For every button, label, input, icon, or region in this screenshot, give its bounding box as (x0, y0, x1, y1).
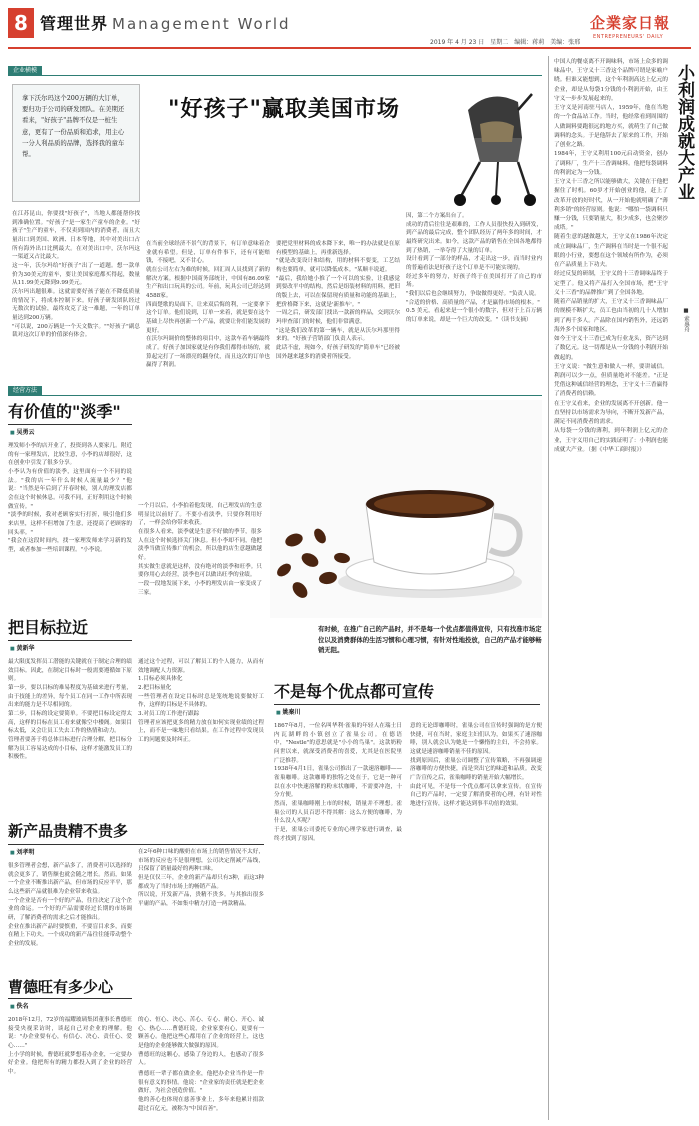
right-column-headline: 小利润成就大产业 (674, 64, 694, 200)
section-title: 管理世界 (40, 14, 109, 33)
article-byline: ■ 黄新华 (10, 644, 34, 654)
article-byline: ■ 姚秦川 (276, 708, 300, 718)
article-title: 曹德旺有多少心 (8, 978, 114, 996)
article-body-continued-2: 曹德旺一辈子都在做企业，他把办企业当作是一件很有意义的事情。他说："企业家的责任就是把企业做好，为社会创造价值。" 他的善心也体现在慈善事业上，多年来他累计捐款超过百亿元，被称为"中国首善"。 (138, 1071, 264, 1112)
dateline: 2019 年 4 月 23 日 星期二 编辑：蒋莉 美编：张邢 (430, 39, 581, 46)
article-body: 理发师小李的店开业了，投资到各人要家几。附近的有一家理发店，比较生意，小李的店却很好，这在创业中引发了很多分享。 小李认为有价值的淡季，这里面有一个不同的说法。"我的店一年什么时候人流量最少？"他说："当然是年后到了开春时候，别人的理发店都会在这个时候休息。可我不同，正好利用这个时候做宣传。" "淡季的时候，我对老顾客实行打折，吸引他们多来店里，这样不但增加了生意，还提高了老顾客的回头率。" "我会在这段时间内，找一家理发师来学习新的发型，或者参加一些培训课程。"小李说。 (8, 443, 132, 553)
right-column-byline: ■ 索惠舟 (683, 308, 689, 333)
story-column-1: 在江苏昆山，你要找"好孩子"，当地人都能帮你找到准确位置。"好孩子"是一家生产童车的企业。"好孩子"生产的童车，不仅卖到国内的消费者，而且大量出口到美国、欧洲、日本等地，其中对美出口占所有海外出口比例最大。在对美出口中，沃尔玛这一渠道又占比最大。 这一年，沃尔玛给"好孩子"出了一道题。想一款单价为30美元的童车，要让美国家庭都买得起，数量从11.99美元降到9.99美元。 沃尔玛出题很难。这就需要好孩子能在不降低质量的情况下，将成本控制下来。好孩子研发团队经过无数次的试验，最终攻克了这一难题，一年的订单量达到200万辆。 "可以说，200万辆是一个天文数字。""好孩子"副总裁对这次订单的价值深有体会。 (12, 211, 140, 339)
article-title: 有价值的"淡季" (8, 402, 121, 421)
story-column-3: 要把党里材料的成本降下来，唯一的办法就是在原有模型的基础上，再重新选择。 "就是改变设计和结构，用的材料不要变，工艺结构也要简单，就可以降低成本。"某顺丰说道。 "最后，我给她小推了一个可以的实验，让我感觉到要改平中的结构，然后是组装材料的用料，把旧的版上去，可以在保留现有质量和功能的基础上，把价格降下来，这就是'新推车'。" 一周之后，研发部门找出一款新的样品，交到沃尔玛审查部门的时候，他们非常满意。 "这是我们改革的第一辆车，就是从沃尔玛那里得来的。"好孩子营销部门负责人表示。 此话不虚，现如今，好孩子研发的"简单车"已经被国外越来越多的消费者所接受。 (276, 241, 400, 360)
lead-summary: 拿下沃尔玛这个200万辆的大订单，要归功于公司的研发团队。在美期还看来，"好孩子"品牌不仅是一桩生意，更有了一份品质和追求，用主心一分人利品质的品牌，选择我的童车帮。 (22, 94, 125, 159)
section-tag-tips: 经营方法 (8, 386, 42, 396)
section-title-en: Management World (112, 15, 291, 33)
article-rule (8, 844, 264, 845)
lead-summary-box (12, 84, 140, 202)
right-column-body: 中国人的餐桌离不开调味料，市场上众多的调味品中，王守义十三香这个品牌可谓是家喻户晓。但谁又能想到，这个年利润高达上亿元的企业，却是从每袋1分钱的小利润开始，由王守义一步步发展起来的。 王守义是河南驻马店人，1959年，他在当地的一个食品站工作。当时，他经常看到周围的人做调料要跑很远的地方买，就萌生了自己做调料的念头。于是他辞去了原来的工作，开始了创业之路。 1984年，王守义利用100元启动资金，创办了调料厂，生产十三香调味料。他把每袋调料的利润定为一分钱。 王守义十三香之所以能够做大，关键在于他把握住了时机。60岁才开始创业的他，赶上了改革开放的好时代，从一开始他就明确了"薄利多销"的经营原则。他说："哪怕一袋调料只赚一分钱，只要销量大，积少成多，也会聚沙成塔。" 随着生意的越做越大，王守义在1986年决定成立调味品厂，生产调料在当时是一个很不起眼的小行业，要想在这个领域有所作为，必须在产品质量上下功夫。 经过反复的研制，王守义的十三香调味品终于定型了。他又将产品打入全国市场，把"王守义十三香"的品牌推广到了全国各地。 随着产品销量的扩大，王守义十三香调味品厂的规模不断扩大，员工也由当初的几十人增加到了两千多人。产品除在国内销售外，还远销海外多个国家和地区。 如今王守义十三香已成为行业龙头，资产达到了数亿元。这一切都是从一分钱的小利润开始做起的。 王守义说："做生意和做人一样，要讲诚信。利润可以少一点，但质量绝对不能差。"正是凭借这种诚信经营的理念，王守义十三香赢得了消费者的信赖。 在王守义看来，企业的发展离不开创新。他一直坚持以市场需求为导向，不断开发新产品，满足不同消费者的需求。 从每袋一分钱的薄利，到年利润上亿元的企业，王守义用自己的实践证明了：小利润也能成就大产业。（据《中华工商时报》） (554, 59, 668, 453)
article-byline: ■ 佚名 (10, 1002, 28, 1012)
photo-caption: 有时候，在推广自己的产品时，并不是每一个优点都值得宣传，只有找准市场定位以及消费群体的生活习惯和心理习惯，有针对性地投放，自己的产品才能够畅销无阻。 (318, 625, 542, 655)
article-body: 1867年8月，一位名叫华利·雀巢的年轻人在瑞士日内瓦湖畔的小镇创立了雀巢公司。在德语中，"Nestle"的意思就是"小小的鸟巢"。这款奶粉问世以来，就深受消费者的喜爱，尤其是在医院里广泛推荐。 1938年4月1日，雀巢公司推出了一款速溶咖啡——雀巢咖啡。这款咖啡的独特之处在于，它是一种可以在水中快速溶解的粉末状咖啡，不需要冲泡，十分方便。 然而，雀巢咖啡刚上市的时候，销量并不理想。雀巢公司的人员百思不得其解：这么方便的咖啡，为什么没人买呢？ 于是，雀巢公司委托专业的心理学家进行调查，最终才找到了原因。 (274, 723, 402, 842)
section-tag-rule-tips (8, 395, 542, 396)
article-title: 不是每个优点都可宣传 (274, 682, 435, 701)
article-body-continued: 意的无论即咖啡时，雀巢公司在宣传时强调的是方便快捷，可在当时，家庭主妇们认为，如果买了速溶咖啡，别人就会认为她是一个懒惰的主妇，不会持家。这就是速溶咖啡销量不佳的原因。 找到原因后，雀巢公司调整了宣传策略，不再强调速溶咖啡的方便快捷，而是突出它的味道和品质。改变广告宣传之后，雀巢咖啡的销量开始大幅增长。 由此可见，不是每一个优点都可以拿来宣传。在宣传自己的产品时，一定要了解消费者的心理，有针对性地进行宣传，这样才能达到事半功倍的效果。 (410, 723, 542, 807)
page-number: 8 (8, 8, 34, 38)
article-body-continued: 通过这个过程，可以了解员工的个人能力，从而有效地调配人力资源。 1.目标必须具体化 2.把目标量化 一些管理者在设定目标时总是笼统地说要做好工作，这样的目标是不具体的。 3.对员工的工作进行跟踪 管理者应该把更多的精力放在如何实现业绩的过程上，而不是一味地只看结果。在工作过程中发现员工的问题要及时纠正。 (138, 659, 264, 743)
article-byline: ■ 吴勇云 (10, 428, 34, 438)
article-body: 2018年12月，72岁的福耀玻璃集团董事长曹德旺接受央视采访时，谈起自己对企业的理解。他说："办企业要有心，有信心、决心、责任心、爱心……" 上小学的时候，曹德旺就梦想着办企业，一定要办好企业。他把所有的精力都投入到了企业的经营中。 (8, 1017, 132, 1075)
newspaper-logo-en: ENTREPRENEURS' DAILY (593, 34, 664, 40)
article-rule (274, 704, 540, 705)
article-title: 把目标拉近 (8, 618, 89, 637)
stroller-photo (440, 80, 540, 210)
newspaper-logo: 企業家日報 (590, 14, 671, 32)
article-title: 新产品贵精不贵多 (8, 822, 129, 840)
section-tag-rule (8, 75, 542, 76)
coffee-photo (270, 400, 542, 618)
column-divider (548, 56, 549, 1120)
article-rule (8, 640, 132, 641)
article-body: 最大限度发挥员工潜能的关键就在于制定合理的绩效目标。因此，在制定目标时一般需要遵循如下原则。 第一步，要以目标的难易程度为基础来进行考量，由于技能上的差异，每个员工在同一工作中所表现出来的能力是不尽相同的。 第二步，目标的设定要简单。不要把目标设定得太高，这样的目标在员工看来就像空中楼阁。如果目标太低，又会让员工失去工作的热情和动力。 管理者要善于将总体目标进行合理分解，把目标分解为员工容易达成的小目标，这样才能激发员工的积极性。 (8, 659, 132, 761)
article-rule (8, 424, 132, 425)
article-byline: ■ 刘孝明 (10, 848, 34, 858)
section-tag: 企业横模 (8, 66, 42, 76)
story-column-2: 在当前全球经济不景气的背景下，有订单意味着企业就有希望。但是，订单有件事下，还有可能赔钱，不接吧，又不甘心。 就在公司左右为难的时候，回汇周人员找到了新的解决方案。根据中国商务部统计，中国有86.09家生产和出口玩具的公司。年前，玩具公司已经达到4588家。 四面楚歌的局面下，让来双后悔的利，一定要拿下这个订单。他们说到，订单一来着，就是要在这个基础上尽快再创新一个产品，就要让你们能发展的更好。 在沃尔玛调价的整体的项目中，这款车着车辆最终成了。好孩子加国家就是有你我们都得市场的，就算起完打了一场漂亮的翻身仗，而且这次的订单也赢得了利润。 (146, 241, 270, 369)
article-body-continued: 在2年6种口味的酸奶在市场上的销售情况不太好，市场的反应也不是很理想，公司决定削减产品线，只保留了销量最好的两种口味。 但是仅仅三年，企业的新产品却只有3种，而这3种都成为了当时市场上的畅销产品。 所以说，开发新产品，贵精不贵多。与其推出很多平庸的产品，不如集中精力打造一两款精品。 (138, 849, 264, 907)
masthead (0, 0, 699, 50)
article-rule (8, 998, 132, 999)
article-body-continued: 一个月以后，小李拍着他发现，自己理发店的生意明显比以前好了。不要小看淡季，只要你利用好了，一样会给你带来收获。 在很多人看来，淡季就是生意不好做的季节，很多人在这个时候选择关门休息。但小李却不同，他把淡季当做宣传推广的机会，所以他的店生意越做越好。 其实做生意就是这样，没有绝对的淡季和旺季。只要你用心去经营，淡季也可以做出旺季的业绩。 一段一段地发展下来，小李的理发店由一家变成了三家。 (138, 503, 262, 596)
story-headline: "好孩子"赢取美国市场 (168, 96, 400, 122)
masthead-rule (8, 47, 691, 49)
article-body: 很多管理者会想，新产品多了，消费者可以选择的就会更多了，销售额也就会随之增长。然而，如果一个企业不断推出新产品，但市场的反应平平，那么这些新产品就很难为企业带来收益。 一个企业是否有一个好的产品，往往决定了这个企业的命运。一个好的产品需要经过长期的市场调研，了解消费者的需求之后才能推出。 企业在推出新产品时要慎重，不要盲目求多，而要在精上下功夫。一个成功的新产品往往能带动整个企业的发展。 (8, 863, 132, 947)
story-column-4: 因，第二个方案出台了。 成功的背后往往是艰难的，工作人员很快投入到研发，到产品的最后完成，整个团队经历了两年多的时间，才最终研究出来。如今，这款产品的销售在全国各地都得到了热销，一举夺得了大量的订单。 设计看到了一部分的样品，才走出这一步，而当时业内的普遍看法是好孩子这个订单是不可能实现的。 经过多年的努力，好孩子终于在美国打开了自己的市场。 "我们以后也会继续努力，争取做得更好。"负责人说。 "合适的价格、高质量的产品，才是赢得市场的根本。" 0.5 美元，看起来是一个很小的数字，但对于上百万辆的订单来说，却是一个巨大的改变。"（读书支摘） (406, 213, 542, 323)
article-body-continued: 的心、恒心、决心、苦心、专心、耐心、开心、诚心、热心……曹德旺说，企业家要有心，更要有一颗善心。他把这些心都用在了企业的经营上，这也是他的企业能够做大做强的原因。 曹德旺的这颗心，感染了身边的人，也感动了很多人。 (138, 1017, 264, 1067)
